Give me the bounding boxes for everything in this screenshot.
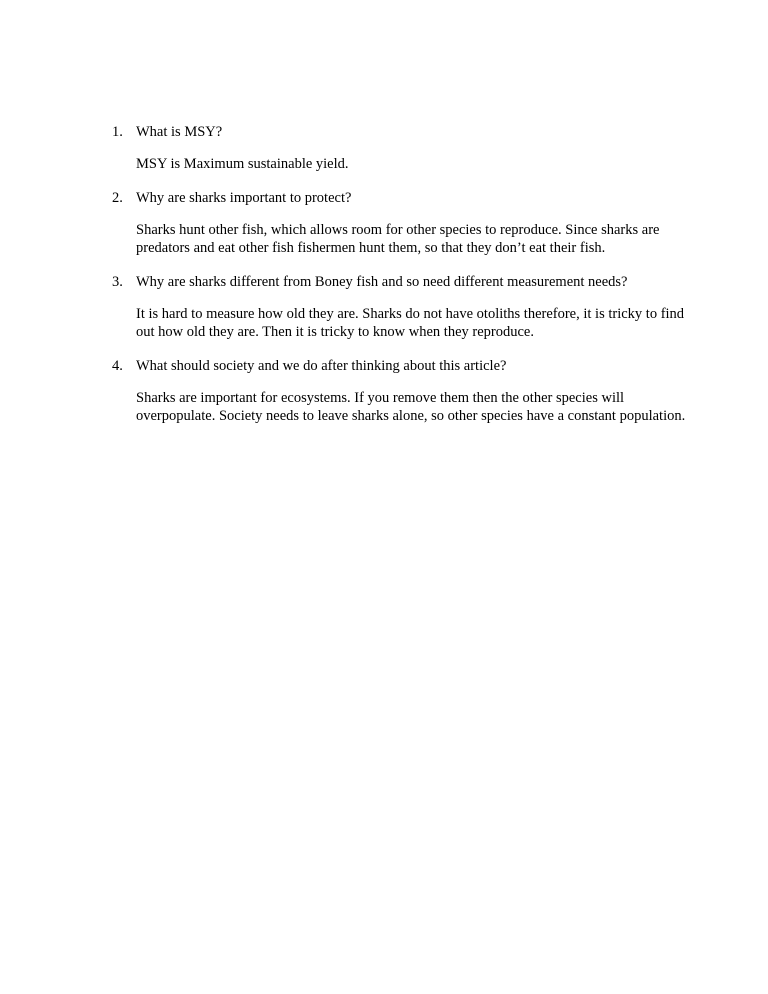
question-item-2 bbox=[112, 189, 692, 257]
question-number: 3. bbox=[112, 274, 123, 290]
answer-text: Sharks hunt other fish, which allows room for other species to reproduce. Since sharks are predators and eat other fish fishermen hunt them, so that they don’t eat their fish. bbox=[136, 222, 660, 256]
answer-text: Sharks are important for ecosystems. If you remove them then the other species will overpopulate. Society needs to leave sharks alone, so other species have a constant population. bbox=[136, 390, 686, 424]
question-number: 4. bbox=[112, 358, 123, 374]
question-list bbox=[112, 123, 692, 441]
answer-text: It is hard to measure how old they are. Sharks do not have otoliths therefore, it is tricky to find out how old they are. Then it is tricky to know when they reproduce. bbox=[136, 306, 685, 340]
question-text: What is MSY? bbox=[136, 124, 223, 140]
answer-text: MSY is Maximum sustainable yield. bbox=[136, 156, 349, 172]
question-item-4 bbox=[112, 357, 692, 425]
question-text: Why are sharks important to protect? bbox=[136, 190, 352, 206]
question-number: 1. bbox=[112, 124, 123, 140]
question-item-3 bbox=[112, 273, 692, 341]
question-item-1 bbox=[112, 123, 692, 173]
question-text: What should society and we do after thinking about this article? bbox=[136, 358, 507, 374]
question-number: 2. bbox=[112, 190, 123, 206]
question-text: Why are sharks different from Boney fish and so need different measurement needs? bbox=[136, 274, 628, 290]
